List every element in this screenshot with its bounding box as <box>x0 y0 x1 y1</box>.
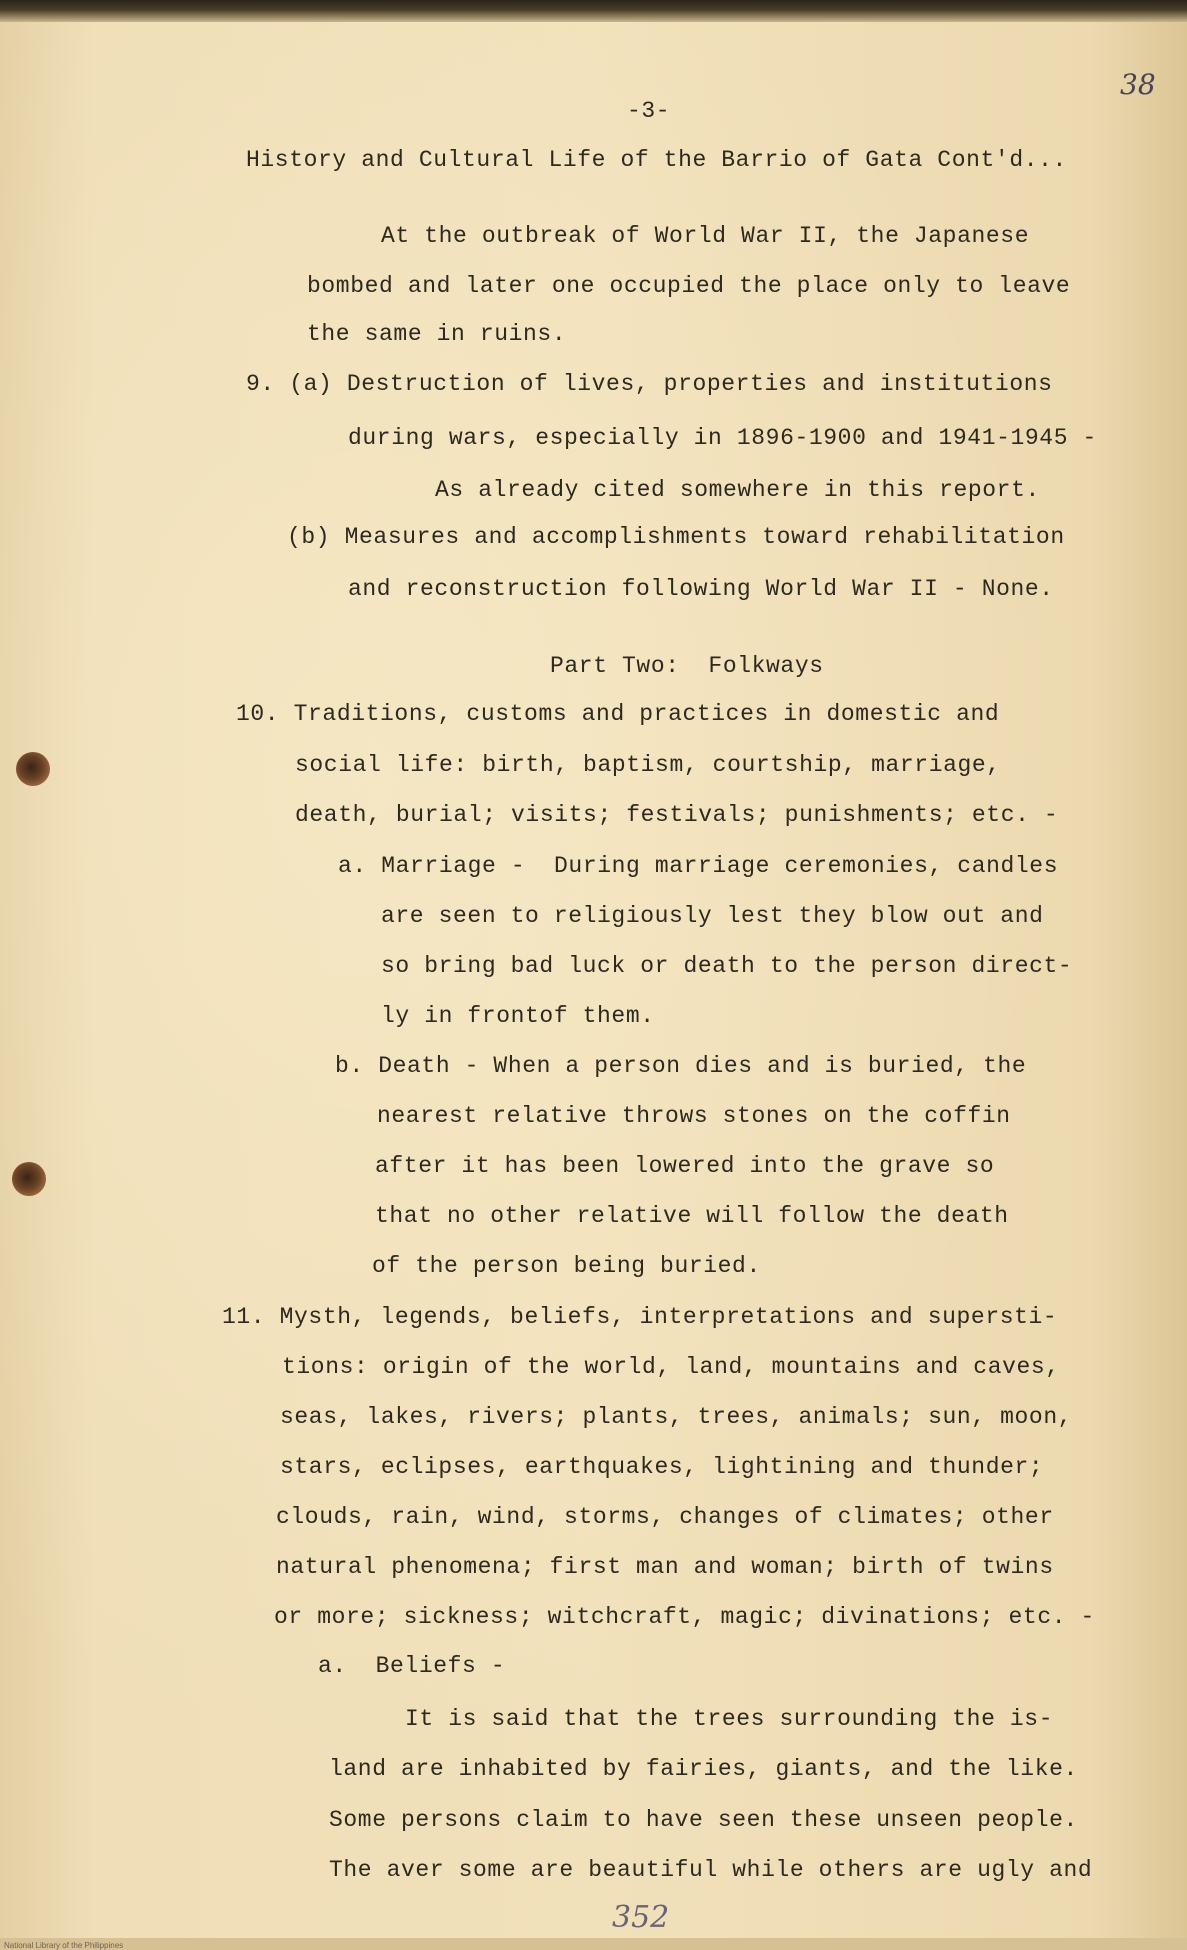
text-line: social life: birth, baptism, courtship, marriage, <box>295 752 1001 778</box>
text-line: after it has been lowered into the grave so <box>375 1153 995 1179</box>
top-binding-edge <box>0 0 1187 22</box>
handwritten-folio-number: 38 <box>1120 68 1156 101</box>
text-line: are seen to religiously lest they blow out and <box>381 903 1044 929</box>
text-line: the same in ruins. <box>307 321 567 347</box>
subitem-death: b. Death - When a person dies and is buried, the <box>335 1053 1027 1079</box>
text-line: during wars, especially in 1896-1900 and 1941-1945 - <box>348 425 1097 451</box>
text-line: stars, eclipses, earthquakes, lightining and thunder; <box>280 1454 1044 1480</box>
section-item-10: 10. Traditions, customs and practices in domestic and <box>236 701 1000 727</box>
subitem-beliefs: a. Beliefs - <box>318 1653 506 1679</box>
text-line: that no other relative will follow the death <box>375 1203 1009 1229</box>
part-heading: Part Two: Folkways <box>550 653 824 679</box>
text-line: bombed and later one occupied the place only to leave <box>307 273 1071 299</box>
section-item-9b: (b) Measures and accomplishments toward rehabilitation <box>287 524 1065 550</box>
punch-hole <box>12 1162 46 1196</box>
bottom-strip <box>0 1938 1187 1950</box>
text-line: or more; sickness; witchcraft, magic; divinations; etc. - <box>274 1604 1095 1630</box>
text-line: land are inhabited by fairies, giants, and the like. <box>329 1756 1078 1782</box>
text-line: At the outbreak of World War II, the Japanese <box>381 223 1030 249</box>
text-line: ly in frontof them. <box>381 1003 655 1029</box>
text-line: seas, lakes, rivers; plants, trees, animals; sun, moon, <box>280 1404 1073 1430</box>
text-line: As already cited somewhere in this report. <box>435 477 1040 503</box>
document-heading: History and Cultural Life of the Barrio of Gata Cont'd... <box>246 147 1067 173</box>
subitem-marriage: a. Marriage - During marriage ceremonies, candles <box>338 853 1059 879</box>
text-line: nearest relative throws stones on the coffin <box>377 1103 1011 1129</box>
text-line: It is said that the trees surrounding the is- <box>405 1706 1054 1732</box>
text-line: and reconstruction following World War II - None. <box>348 576 1054 602</box>
text-line: Some persons claim to have seen these unseen people. <box>329 1807 1078 1833</box>
punch-hole <box>16 752 50 786</box>
text-line: natural phenomena; first man and woman; birth of twins <box>276 1554 1054 1580</box>
footer-caption: National Library of the Philippines <box>4 1941 124 1950</box>
page-marker: -3- <box>627 98 671 124</box>
section-item-11: 11. Mysth, legends, beliefs, interpretations and supersti- <box>222 1304 1058 1330</box>
text-line: tions: origin of the world, land, mountains and caves, <box>282 1354 1060 1380</box>
text-line: clouds, rain, wind, storms, changes of climates; other <box>276 1504 1054 1530</box>
text-line: of the person being buried. <box>372 1253 761 1279</box>
handwritten-sheet-number: 352 <box>612 1900 670 1935</box>
section-item-9a: 9. (a) Destruction of lives, properties and institutions <box>246 371 1053 397</box>
text-line: death, burial; visits; festivals; punishments; etc. - <box>295 802 1059 828</box>
text-line: The aver some are beautiful while others are ugly and <box>329 1857 1093 1883</box>
text-line: so bring bad luck or death to the person direct- <box>381 953 1073 979</box>
